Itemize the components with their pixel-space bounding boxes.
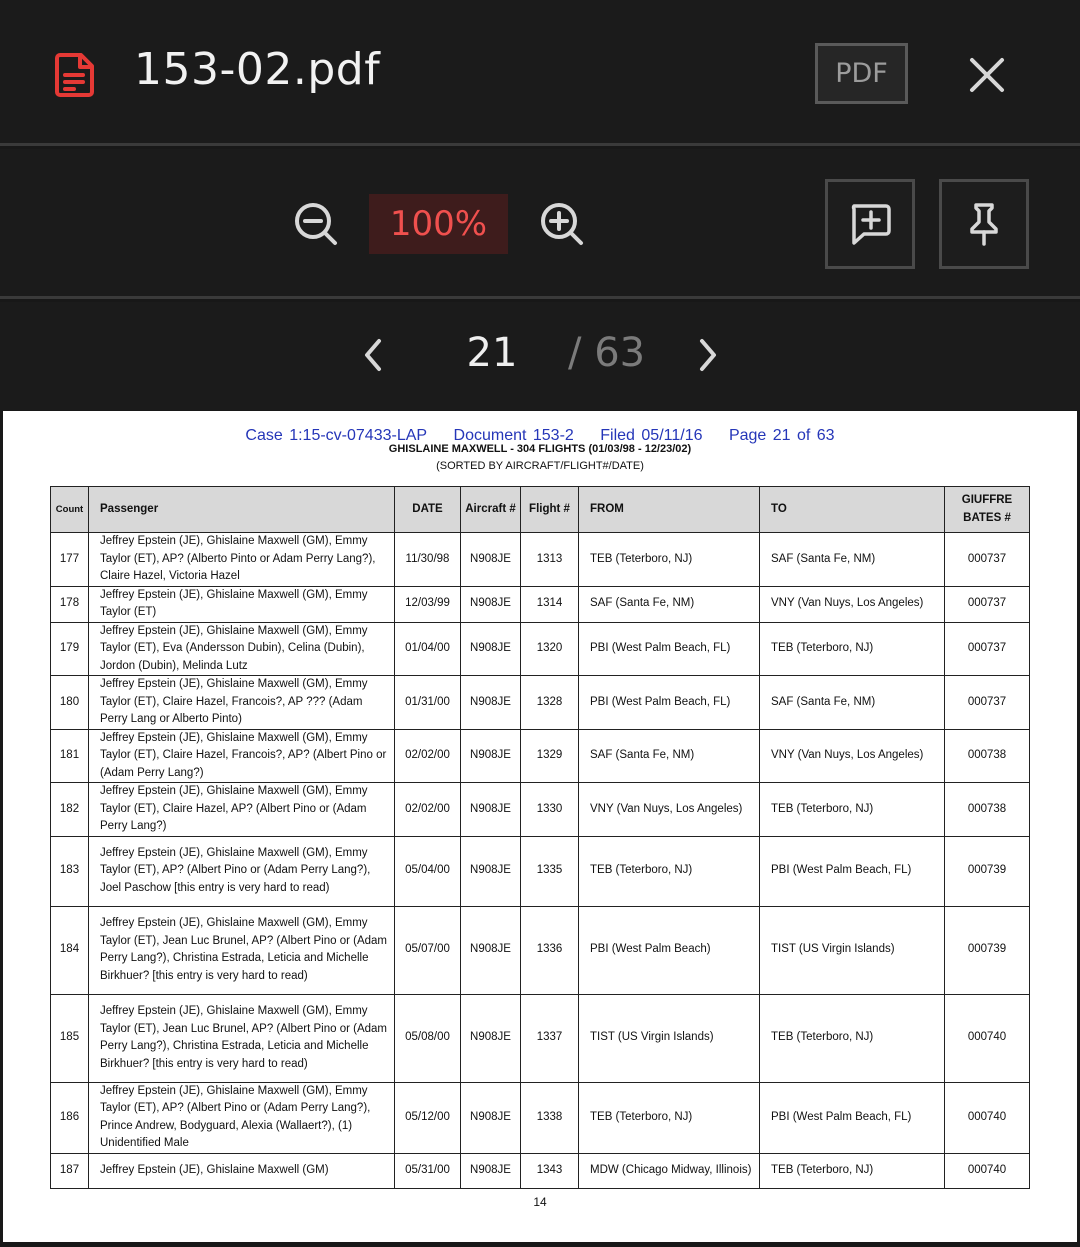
cell-from: SAF (Santa Fe, NM)	[579, 586, 760, 622]
cell-aircraft: N908JE	[461, 906, 521, 994]
add-comment-icon	[846, 200, 894, 248]
add-comment-button[interactable]	[825, 179, 915, 269]
table-row	[51, 729, 1030, 783]
cell-bates: 000740	[945, 1082, 1030, 1153]
table-row	[51, 622, 1030, 676]
column-header-flight: Flight #	[521, 487, 579, 533]
cell-aircraft: N908JE	[461, 729, 521, 783]
cell-date: 01/31/00	[395, 676, 461, 730]
cell-date: 05/04/00	[395, 836, 461, 906]
cell-aircraft: N908JE	[461, 533, 521, 587]
cell-date: 02/02/00	[395, 783, 461, 837]
document-number: Document 153-2	[453, 427, 574, 444]
cell-flight: 1330	[521, 783, 579, 837]
cell-bates: 000738	[945, 783, 1030, 837]
column-header-bates	[945, 487, 1030, 533]
cell-to: TIST (US Virgin Islands)	[760, 906, 945, 994]
cell-aircraft: N908JE	[461, 622, 521, 676]
cell-passenger: Jeffrey Epstein (JE), Ghislaine Maxwell (GM), Emmy Taylor (ET), Eva (Andersson Dubin), Celina (Dubin), Jordon (Dubin), Melinda Lutz	[89, 622, 395, 676]
cell-to: TEB (Teterboro, NJ)	[760, 994, 945, 1082]
cell-bates: 000740	[945, 1153, 1030, 1188]
cell-flight: 1338	[521, 1082, 579, 1153]
cell-from: TEB (Teterboro, NJ)	[579, 1082, 760, 1153]
cell-date: 01/04/00	[395, 622, 461, 676]
cell-from: TEB (Teterboro, NJ)	[579, 533, 760, 587]
pin-icon	[960, 200, 1008, 248]
table-row	[51, 676, 1030, 730]
column-header-date: DATE	[395, 487, 461, 533]
cell-passenger: Jeffrey Epstein (JE), Ghislaine Maxwell (GM), Emmy Taylor (ET), AP? (Albert Pino or (Adam Perry Lang?), Joel Paschow [this entry is very hard to read)	[89, 836, 395, 906]
cell-from: PBI (West Palm Beach, FL)	[579, 622, 760, 676]
cell-flight: 1343	[521, 1153, 579, 1188]
bates-header-line1: GIUFFRE	[961, 494, 1013, 506]
cell-count: 187	[51, 1153, 89, 1188]
cell-bates: 000737	[945, 622, 1030, 676]
cell-passenger: Jeffrey Epstein (JE), Ghislaine Maxwell (GM), Emmy Taylor (ET), Jean Luc Brunel, AP? (Albert Pino or (Adam Perry Lang?), Christina Estrada, Leticia and Michelle Birkhuer? [this entry is very hard to read)	[89, 906, 395, 994]
zoom-out-icon[interactable]	[293, 201, 339, 247]
table-row	[51, 1153, 1030, 1188]
document-title: GHISLAINE MAXWELL - 304 FLIGHTS (01/03/98 - 12/23/02)	[388, 443, 692, 455]
cell-flight: 1313	[521, 533, 579, 587]
cell-date: 05/08/00	[395, 994, 461, 1082]
table-row	[51, 836, 1030, 906]
document-page	[3, 411, 1077, 1242]
cell-passenger: Jeffrey Epstein (JE), Ghislaine Maxwell (GM)	[89, 1153, 395, 1188]
cell-flight: 1337	[521, 994, 579, 1082]
cell-to: PBI (West Palm Beach, FL)	[760, 836, 945, 906]
cell-flight: 1314	[521, 586, 579, 622]
cell-to: TEB (Teterboro, NJ)	[760, 1153, 945, 1188]
cell-aircraft: N908JE	[461, 836, 521, 906]
cell-aircraft: N908JE	[461, 783, 521, 837]
cell-flight: 1336	[521, 906, 579, 994]
cell-aircraft: N908JE	[461, 1082, 521, 1153]
cell-to: SAF (Santa Fe, NM)	[760, 533, 945, 587]
current-page-number[interactable]: 21	[466, 330, 518, 376]
table-row	[51, 533, 1030, 587]
cell-date: 02/02/00	[395, 729, 461, 783]
cell-count: 186	[51, 1082, 89, 1153]
file-name: 153-02.pdf	[134, 44, 381, 95]
column-header-aircraft: Aircraft #	[461, 487, 521, 533]
cell-count: 179	[51, 622, 89, 676]
cell-passenger: Jeffrey Epstein (JE), Ghislaine Maxwell (GM), Emmy Taylor (ET), Claire Hazel, AP? (Albert Pino or (Adam Perry Lang?)	[89, 783, 395, 837]
chevron-right-icon[interactable]	[690, 335, 726, 375]
document-subtitle: (SORTED BY AIRCRAFT/FLIGHT#/DATE)	[436, 460, 644, 472]
flights-table	[50, 486, 1030, 1189]
cell-flight: 1335	[521, 836, 579, 906]
bates-header-line2: BATES #	[963, 511, 1011, 524]
cell-passenger: Jeffrey Epstein (JE), Ghislaine Maxwell (GM), Emmy Taylor (ET), Jean Luc Brunel, AP? (Albert Pino or (Adam Perry Lang?), Christina Estrada, Leticia and Michelle Birkhuer? [this entry is very hard to read)	[89, 994, 395, 1082]
column-header-count: Count	[51, 487, 89, 533]
viewer-header	[0, 0, 1080, 146]
zoom-level[interactable]: 100%	[369, 194, 508, 254]
cell-passenger: Jeffrey Epstein (JE), Ghislaine Maxwell (GM), Emmy Taylor (ET), Claire Hazel, Francois?, AP? (Albert Pino or (Adam Perry Lang?)	[89, 729, 395, 783]
cell-from: MDW (Chicago Midway, Illinois)	[579, 1153, 760, 1188]
cell-flight: 1328	[521, 676, 579, 730]
chevron-left-icon[interactable]	[355, 335, 391, 375]
close-icon[interactable]	[966, 54, 1008, 96]
stamp-page: Page 21 of 63	[728, 427, 835, 444]
cell-to: TEB (Teterboro, NJ)	[760, 622, 945, 676]
page-navigation	[0, 302, 1080, 410]
cell-count: 182	[51, 783, 89, 837]
cell-date: 05/07/00	[395, 906, 461, 994]
table-row	[51, 783, 1030, 837]
cell-to: TEB (Teterboro, NJ)	[760, 783, 945, 837]
cell-aircraft: N908JE	[461, 676, 521, 730]
document-page-number: 14	[533, 1195, 547, 1209]
cell-count: 181	[51, 729, 89, 783]
cell-from: VNY (Van Nuys, Los Angeles)	[579, 783, 760, 837]
cell-flight: 1329	[521, 729, 579, 783]
cell-date: 11/30/98	[395, 533, 461, 587]
column-header-passenger: Passenger	[89, 487, 395, 533]
cell-from: SAF (Santa Fe, NM)	[579, 729, 760, 783]
cell-count: 177	[51, 533, 89, 587]
table-row	[51, 586, 1030, 622]
cell-aircraft: N908JE	[461, 994, 521, 1082]
table-row	[51, 1082, 1030, 1153]
cell-to: VNY (Van Nuys, Los Angeles)	[760, 586, 945, 622]
column-header-to: TO	[760, 487, 945, 533]
cell-date: 05/31/00	[395, 1153, 461, 1188]
cell-from: PBI (West Palm Beach)	[579, 906, 760, 994]
cell-passenger: Jeffrey Epstein (JE), Ghislaine Maxwell (GM), Emmy Taylor (ET), AP? (Albert Pino or (Adam Perry Lang?), Prince Andrew, Bodyguard, Alexia (Wallaert?), (1) Unidentified Male	[89, 1082, 395, 1153]
cell-bates: 000737	[945, 676, 1030, 730]
total-pages: / 63	[568, 330, 646, 376]
cell-passenger: Jeffrey Epstein (JE), Ghislaine Maxwell (GM), Emmy Taylor (ET), AP? (Alberto Pinto or Adam Perry Lang?), Claire Hazel, Victoria Hazel	[89, 533, 395, 587]
column-header-from: FROM	[579, 487, 760, 533]
cell-to: SAF (Santa Fe, NM)	[760, 676, 945, 730]
cell-count: 185	[51, 994, 89, 1082]
cell-to: PBI (West Palm Beach, FL)	[760, 1082, 945, 1153]
cell-to: VNY (Van Nuys, Los Angeles)	[760, 729, 945, 783]
cell-passenger: Jeffrey Epstein (JE), Ghislaine Maxwell (GM), Emmy Taylor (ET)	[89, 586, 395, 622]
cell-passenger: Jeffrey Epstein (JE), Ghislaine Maxwell (GM), Emmy Taylor (ET), Claire Hazel, Francois?, AP ??? (Adam Perry Lang or Alberto Pinto)	[89, 676, 395, 730]
zoom-in-icon[interactable]	[539, 201, 585, 247]
case-number: Case 1:15-cv-07433-LAP	[245, 427, 428, 444]
cell-count: 180	[51, 676, 89, 730]
pdf-format-button[interactable]: PDF	[815, 43, 908, 104]
cell-date: 12/03/99	[395, 586, 461, 622]
cell-aircraft: N908JE	[461, 1153, 521, 1188]
cell-bates: 000738	[945, 729, 1030, 783]
cell-count: 178	[51, 586, 89, 622]
cell-aircraft: N908JE	[461, 586, 521, 622]
cell-bates: 000737	[945, 586, 1030, 622]
pin-button[interactable]	[939, 179, 1029, 269]
cell-date: 05/12/00	[395, 1082, 461, 1153]
cell-flight: 1320	[521, 622, 579, 676]
document-icon	[54, 52, 96, 98]
zoom-toolbar	[0, 149, 1080, 299]
cell-bates: 000739	[945, 836, 1030, 906]
cell-count: 183	[51, 836, 89, 906]
table-row	[51, 994, 1030, 1082]
cell-bates: 000739	[945, 906, 1030, 994]
table-row	[51, 906, 1030, 994]
cell-from: TIST (US Virgin Islands)	[579, 994, 760, 1082]
cell-from: PBI (West Palm Beach, FL)	[579, 676, 760, 730]
filed-date: Filed 05/11/16	[600, 427, 703, 444]
cell-count: 184	[51, 906, 89, 994]
table-header-row	[51, 487, 1030, 533]
cell-bates: 000740	[945, 994, 1030, 1082]
cell-bates: 000737	[945, 533, 1030, 587]
cell-from: TEB (Teterboro, NJ)	[579, 836, 760, 906]
